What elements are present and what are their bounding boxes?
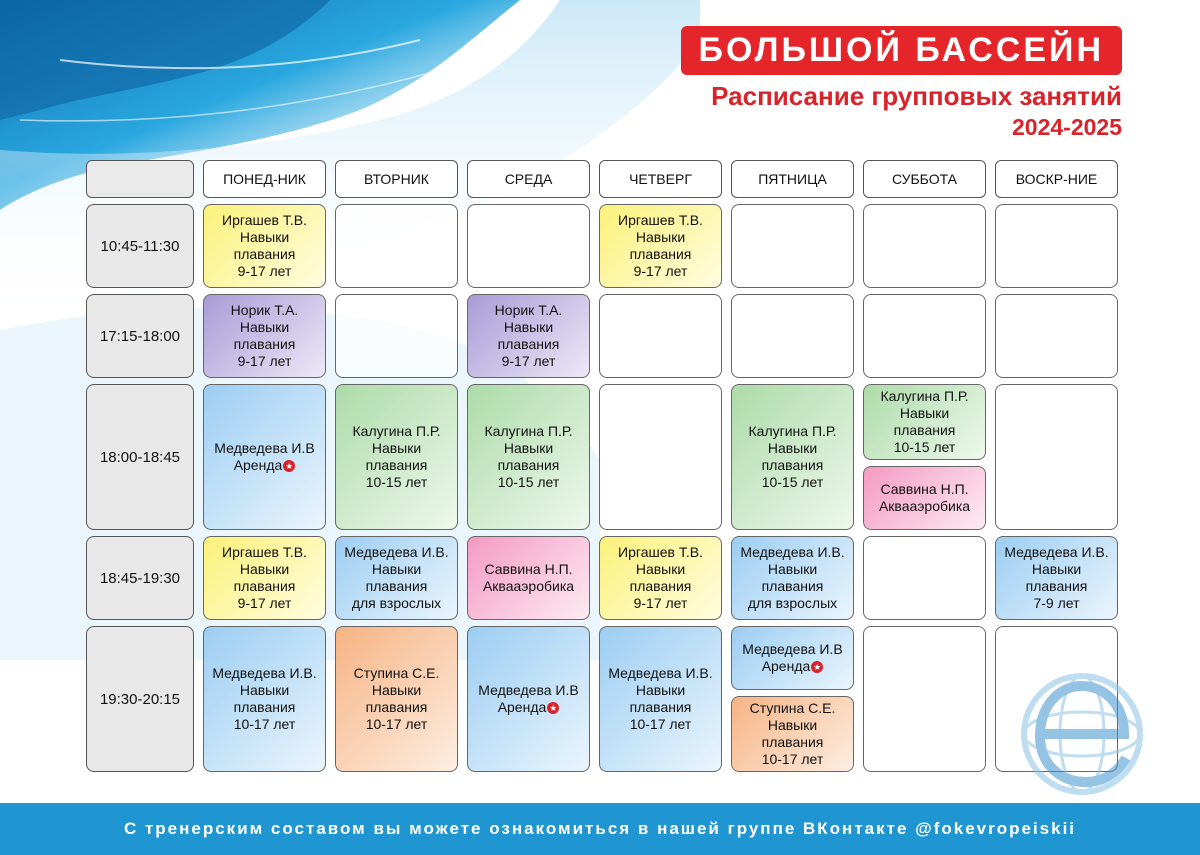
red-star-icon: ★ — [549, 703, 558, 714]
class-detail: Навыки — [635, 682, 686, 698]
class-detail: плавания — [233, 578, 296, 594]
coach-name: Ступина С.Е. — [749, 700, 836, 716]
class-detail: 9-17 лет — [237, 353, 292, 369]
empty-cell — [863, 294, 986, 378]
class-block — [599, 204, 722, 288]
class-detail: Навыки — [767, 717, 818, 733]
class-detail: Навыки — [371, 682, 422, 698]
season-years: 2024-2025 — [1012, 114, 1122, 140]
coach-name: Норик Т.А. — [494, 302, 563, 318]
coach-name: Калугина П.Р. — [352, 423, 441, 439]
day-header: ПОНЕД-НИК — [203, 160, 326, 198]
class-block — [203, 536, 326, 620]
class-detail: 9-17 лет — [501, 353, 556, 369]
schedule-cell-split — [863, 384, 986, 530]
coach-name: Медведева И.В. — [1004, 544, 1109, 560]
class-detail: Навыки — [239, 229, 290, 245]
coach-name: Ступина С.Е. — [353, 665, 440, 681]
day-header: ВОСКР-НИЕ — [995, 160, 1118, 198]
class-block — [335, 626, 458, 772]
empty-cell — [467, 204, 590, 288]
class-block — [599, 536, 722, 620]
coach-name: Саввина Н.П. — [484, 561, 573, 577]
coach-name: Калугина П.Р. — [880, 388, 969, 404]
class-detail: Навыки — [239, 319, 290, 335]
empty-cell — [599, 384, 722, 530]
footer-text: С тренерским составом вы можете ознакомиться в нашей группе ВКонтакте @fokevropeiskii — [123, 819, 1077, 838]
empty-cell — [995, 384, 1118, 530]
time-slot: 19:30-20:15 — [86, 626, 194, 772]
class-detail: Навыки — [503, 319, 554, 335]
coach-name: Саввина Н.П. — [880, 481, 969, 497]
class-detail: 9-17 лет — [633, 263, 688, 279]
class-detail: 9-17 лет — [237, 263, 292, 279]
class-detail: для взрослых — [747, 595, 838, 611]
class-detail: плавания — [629, 578, 692, 594]
class-detail: плавания — [629, 699, 692, 715]
coach-name: Норик Т.А. — [230, 302, 299, 318]
class-detail: 9-17 лет — [237, 595, 292, 611]
class-detail: Навыки — [1031, 561, 1082, 577]
class-block — [467, 294, 590, 378]
class-detail: Навыки — [767, 440, 818, 456]
globe-e-logo-icon — [1012, 664, 1152, 804]
class-detail: 7-9 лет — [1033, 595, 1080, 611]
coach-name: Медведева И.В — [742, 641, 843, 657]
coach-name: Медведева И.В — [478, 682, 579, 698]
class-block — [335, 536, 458, 620]
coach-name: Калугина П.Р. — [748, 423, 837, 439]
red-star-icon: ★ — [285, 461, 294, 472]
class-detail: плавания — [497, 457, 560, 473]
class-block — [863, 466, 986, 530]
class-block — [203, 294, 326, 378]
class-detail: Навыки — [767, 561, 818, 577]
header — [681, 26, 1122, 141]
class-detail: плавания — [761, 457, 824, 473]
class-detail: 10-17 лет — [761, 751, 824, 767]
coach-name: Медведева И.В — [214, 440, 315, 456]
coach-name: Иргашев Т.В. — [618, 212, 703, 228]
class-detail: плавания — [1025, 578, 1088, 594]
class-detail: 10-17 лет — [233, 716, 296, 732]
empty-cell — [335, 204, 458, 288]
class-block — [467, 536, 590, 620]
corner-cell — [86, 160, 194, 198]
day-header: СРЕДА — [467, 160, 590, 198]
class-block — [467, 626, 590, 772]
class-detail: Аренда ★ — [233, 457, 294, 473]
class-detail: плавания — [365, 578, 428, 594]
class-detail: плавания — [893, 422, 956, 438]
class-block — [731, 696, 854, 772]
class-detail: плавания — [761, 734, 824, 750]
coach-name: Медведева И.В. — [608, 665, 713, 681]
class-detail: Навыки — [239, 682, 290, 698]
class-detail: плавания — [233, 699, 296, 715]
class-detail: 9-17 лет — [633, 595, 688, 611]
coach-name: Иргашев Т.В. — [222, 212, 307, 228]
empty-cell — [335, 294, 458, 378]
class-detail: плавания — [365, 457, 428, 473]
empty-cell — [731, 294, 854, 378]
page-subtitle: Расписание групповых занятий — [711, 81, 1122, 111]
class-block — [863, 384, 986, 460]
class-detail: плавания — [497, 336, 560, 352]
empty-cell — [731, 204, 854, 288]
empty-cell — [995, 294, 1118, 378]
class-detail: плавания — [629, 246, 692, 262]
class-detail: Навыки — [503, 440, 554, 456]
time-slot: 10:45-11:30 — [86, 204, 194, 288]
class-block — [731, 536, 854, 620]
class-block — [203, 626, 326, 772]
time-slot: 17:15-18:00 — [86, 294, 194, 378]
coach-name: Калугина П.Р. — [484, 423, 573, 439]
class-detail: Навыки — [371, 440, 422, 456]
coach-name: Медведева И.В. — [344, 544, 449, 560]
day-header: СУББОТА — [863, 160, 986, 198]
class-block — [203, 204, 326, 288]
empty-cell — [995, 204, 1118, 288]
class-detail: плавания — [365, 699, 428, 715]
class-block — [995, 536, 1118, 620]
class-detail: 10-17 лет — [629, 716, 692, 732]
class-block — [599, 626, 722, 772]
class-detail: Навыки — [371, 561, 422, 577]
day-header: ВТОРНИК — [335, 160, 458, 198]
schedule-grid — [86, 160, 1122, 772]
schedule-cell-split — [731, 626, 854, 772]
class-detail: 10-15 лет — [365, 474, 428, 490]
class-detail: Аренда ★ — [497, 699, 558, 715]
class-detail: для взрослых — [351, 595, 442, 611]
class-detail: плавания — [233, 336, 296, 352]
coach-name: Иргашев Т.В. — [618, 544, 703, 560]
class-detail: Навыки — [899, 405, 950, 421]
class-detail: Аквааэробика — [482, 578, 575, 594]
class-detail: Навыки — [635, 561, 686, 577]
empty-cell — [863, 626, 986, 772]
class-detail: Навыки — [635, 229, 686, 245]
coach-name: Медведева И.В. — [212, 665, 317, 681]
day-header: ПЯТНИЦА — [731, 160, 854, 198]
page-title: БОЛЬШОЙ БАССЕЙН — [681, 26, 1122, 75]
class-detail: Навыки — [239, 561, 290, 577]
class-block — [731, 384, 854, 530]
class-block — [731, 626, 854, 690]
empty-cell — [599, 294, 722, 378]
class-detail: 10-17 лет — [365, 716, 428, 732]
class-detail: 10-15 лет — [761, 474, 824, 490]
class-detail: плавания — [233, 246, 296, 262]
time-slot: 18:00-18:45 — [86, 384, 194, 530]
class-detail: плавания — [761, 578, 824, 594]
time-slot: 18:45-19:30 — [86, 536, 194, 620]
class-detail: 10-15 лет — [497, 474, 560, 490]
footer-banner — [0, 803, 1200, 855]
class-detail: Аренда ★ — [761, 658, 822, 674]
red-star-icon: ★ — [813, 662, 822, 673]
empty-cell — [863, 536, 986, 620]
day-header: ЧЕТВЕРГ — [599, 160, 722, 198]
coach-name: Медведева И.В. — [740, 544, 845, 560]
class-block — [467, 384, 590, 530]
empty-cell — [863, 204, 986, 288]
class-block — [203, 384, 326, 530]
class-detail: 10-15 лет — [893, 439, 956, 455]
coach-name: Иргашев Т.В. — [222, 544, 307, 560]
class-detail: Аквааэробика — [878, 498, 971, 514]
class-block — [335, 384, 458, 530]
